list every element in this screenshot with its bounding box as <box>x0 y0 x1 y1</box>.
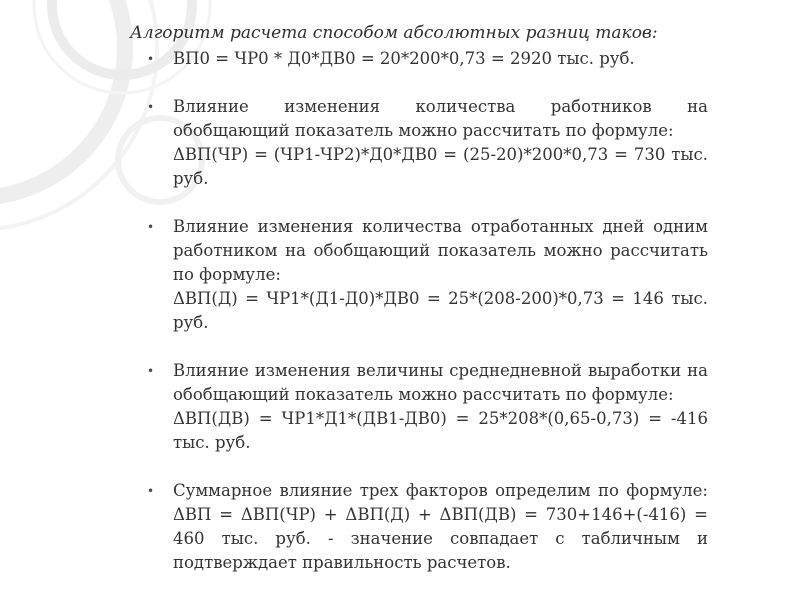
formula-workers: ΔВП(ЧР) = (ЧР1-ЧР2)*Д0*ДВ0 = (25-20)*200*0,73 = 730 тыс. руб. <box>173 145 708 188</box>
text-output: • Влияние изменения величины среднедневной выработки на обобщающий показатель можно рассчитать по формуле: <box>173 361 708 404</box>
bullet-item-days <box>130 215 708 335</box>
text-days: • Влияние изменения количества отработанных дней одним работником на обобщающий показатель можно рассчитать по формуле: <box>173 217 708 284</box>
bullet-list <box>130 47 708 575</box>
formula-days: ΔВП(Д) = ЧР1*(Д1-Д0)*ДВ0 = 25*(208-200)*0,73 = 146 тыс. руб. <box>173 289 708 332</box>
bullet-item-output <box>130 359 708 455</box>
bullet-item-base <box>130 47 708 71</box>
bullet-item-total <box>130 479 708 575</box>
slide-title: Алгоритм расчета способом абсолютных разниц таков: <box>130 23 658 43</box>
text-workers: • Влияние изменения количества работников на обобщающий показатель можно рассчитать по формуле: <box>173 97 708 140</box>
formula-base: • ВП0 = ЧР0 * Д0*ДВ0 = 20*200*0,73 = 2920 тыс. руб. <box>173 49 635 68</box>
text-total: • Суммарное влияние трех факторов определим по формуле: ΔВП = ΔВП(ЧР) + ΔВП(Д) + ΔВП(ДВ) = 730+146+(-416) = 460 тыс. руб. - значение совпадает с табличным и подтверждает правильность расчетов. <box>173 481 708 572</box>
slide-content <box>130 22 708 575</box>
bullet-item-workers <box>130 95 708 191</box>
formula-output: ΔВП(ДВ) = ЧР1*Д1*(ДВ1-ДВ0) = 25*208*(0,65-0,73) = -416 тыс. руб. <box>173 409 708 452</box>
